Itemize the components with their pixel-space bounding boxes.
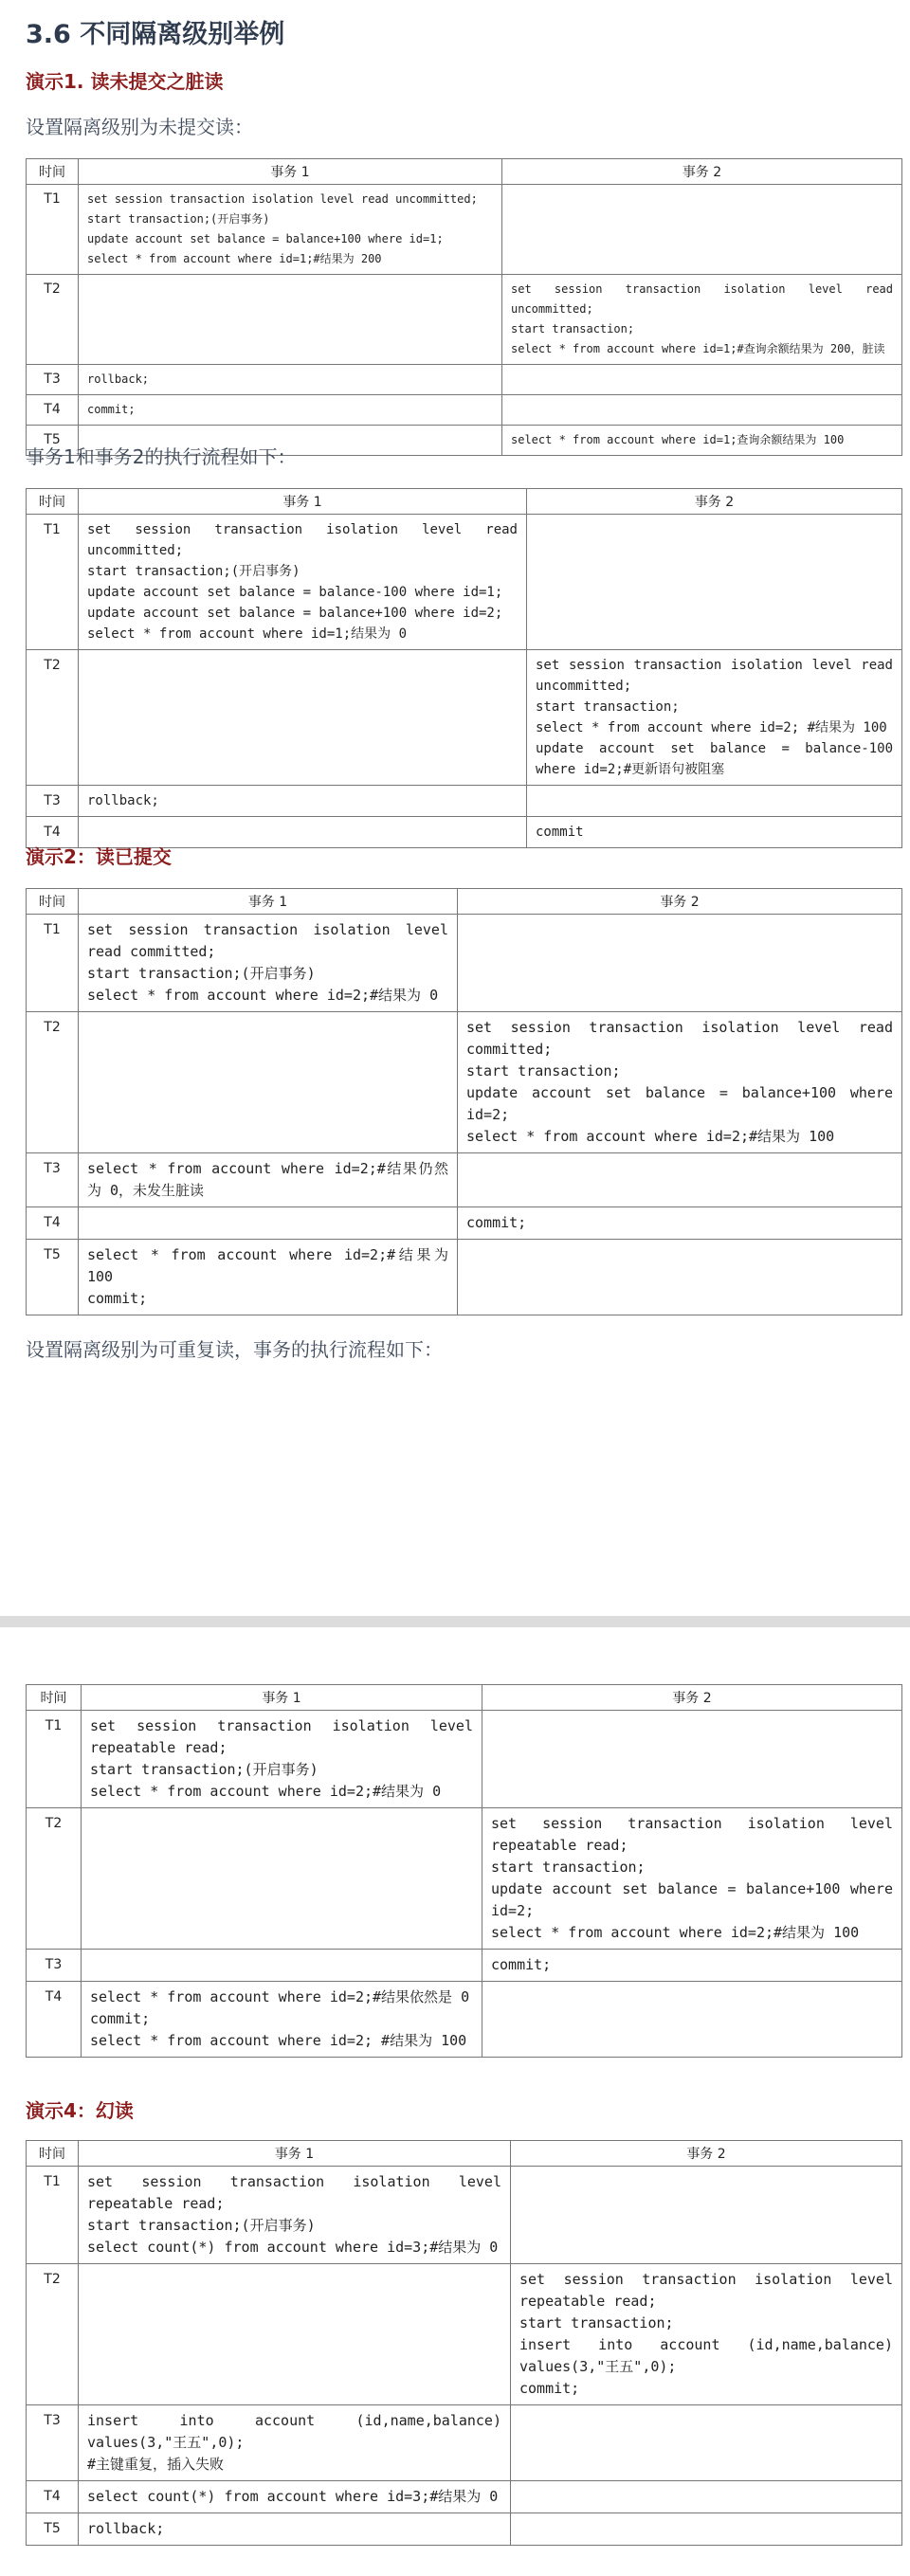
time-cell: T1 xyxy=(27,515,79,650)
tx1-cell xyxy=(79,2167,511,2264)
tx2-cell xyxy=(511,2264,902,2405)
sql-line: set session transaction isolation level repeatable read; xyxy=(87,2173,501,2212)
demo1-table2 xyxy=(26,488,902,848)
demo2-heading: 演示2：读已提交 xyxy=(26,845,172,868)
header-tx2: 事务 2 xyxy=(482,1685,902,1711)
tx1-cell xyxy=(82,1982,482,2058)
sql-line: commit; xyxy=(90,2010,151,2027)
sql-line: insert into account (id,name,balance) values(3,"王五",0); xyxy=(87,2412,501,2451)
sql-line: select * from account where id=2;#结果为 100 xyxy=(466,1128,835,1145)
sql-line: select * from account where id=2;#结果为 100 xyxy=(87,1246,448,1285)
header-tx2: 事务 2 xyxy=(502,159,902,185)
tx2-cell xyxy=(511,2167,902,2264)
tx1-cell xyxy=(79,650,527,786)
sql-line: rollback; xyxy=(87,2520,165,2537)
header-tx1: 事务 1 xyxy=(79,2141,511,2167)
sql-line: select count(*) from account where id=3;#结果为 0 xyxy=(87,2488,499,2505)
sql-line: commit; xyxy=(491,1956,552,1973)
tx1-cell xyxy=(82,1808,482,1950)
tx2-cell xyxy=(502,365,902,395)
header-time: 时间 xyxy=(27,2141,79,2167)
tx2-cell xyxy=(527,515,902,650)
time-cell: T1 xyxy=(27,185,79,275)
sql-line: start transaction;(开启事务) xyxy=(87,212,270,226)
sql-line: commit; xyxy=(87,1290,148,1307)
table-header-row xyxy=(27,159,902,185)
demo1-flow-intro: 事务1和事务2的执行流程如下： xyxy=(26,445,297,468)
tx2-cell xyxy=(458,1240,902,1315)
table-header-row xyxy=(27,889,902,915)
sql-line: start transaction;(开启事务) xyxy=(87,2217,316,2234)
sql-line: select * from account where id=1;结果为 0 xyxy=(87,626,408,642)
tx2-cell xyxy=(482,1808,902,1950)
tx2-cell xyxy=(458,915,902,1012)
sql-line: set session transaction isolation level read uncommitted; xyxy=(87,192,478,206)
time-cell: T5 xyxy=(27,426,79,456)
time-cell: T2 xyxy=(27,1012,79,1153)
time-cell: T2 xyxy=(27,275,79,365)
table-row xyxy=(27,515,902,650)
time-cell: T1 xyxy=(27,2167,79,2264)
time-cell: T5 xyxy=(27,2513,79,2546)
demo1-table1 xyxy=(26,158,902,456)
sql-line: select * from account where id=2;#结果为 0 xyxy=(90,1783,442,1800)
tx2-cell xyxy=(527,817,902,848)
sql-line: commit; xyxy=(519,2380,580,2397)
tx2-cell xyxy=(482,1950,902,1982)
table-row xyxy=(27,2481,902,2513)
tx2-cell xyxy=(511,2513,902,2546)
table-row xyxy=(27,365,902,395)
tx2-cell xyxy=(482,1982,902,2058)
tx1-cell xyxy=(79,915,458,1012)
table-row xyxy=(27,1240,902,1315)
tx1-cell xyxy=(79,1012,458,1153)
demo2-outro: 设置隔离级别为可重复读，事务的执行流程如下： xyxy=(26,1338,443,1361)
tx1-cell xyxy=(79,1207,458,1240)
sql-line: insert into account (id,name,balance) values(3,"王五",0); xyxy=(519,2336,893,2375)
document-page-2 xyxy=(0,1627,910,2576)
table-row xyxy=(27,275,902,365)
sql-line: set session transaction isolation level read uncommitted; xyxy=(511,282,893,316)
time-cell: T5 xyxy=(27,1240,79,1315)
table-row xyxy=(27,1808,902,1950)
tx1-cell xyxy=(82,1711,482,1808)
tx1-cell xyxy=(79,395,502,426)
sql-line: rollback; xyxy=(87,793,159,808)
sql-line: commit; xyxy=(87,403,136,416)
sql-line: start transaction; xyxy=(536,699,680,715)
time-cell: T2 xyxy=(27,2264,79,2405)
section-title: 3.6 不同隔离级别举例 xyxy=(26,20,285,49)
tx2-cell xyxy=(502,185,902,275)
header-tx2: 事务 2 xyxy=(458,889,902,915)
sql-line: rollback; xyxy=(87,372,150,386)
tx1-cell xyxy=(79,786,527,817)
time-cell: T2 xyxy=(27,1808,82,1950)
time-cell: T2 xyxy=(27,650,79,786)
sql-line: update account set balance = balance-100 where id=1; xyxy=(87,585,503,600)
header-time: 时间 xyxy=(27,1685,82,1711)
demo4-heading: 演示4：幻读 xyxy=(26,2099,134,2122)
demo1-heading: 演示1. 读未提交之脏读 xyxy=(26,70,224,93)
tx2-cell xyxy=(527,786,902,817)
header-tx2: 事务 2 xyxy=(511,2141,902,2167)
tx2-cell xyxy=(527,650,902,786)
tx2-cell xyxy=(458,1153,902,1207)
sql-line: start transaction; xyxy=(511,322,635,336)
table-row xyxy=(27,185,902,275)
demo3-table xyxy=(26,1684,902,2058)
table-row xyxy=(27,1153,902,1207)
tx1-cell xyxy=(79,2513,511,2546)
page-break xyxy=(0,1616,910,1627)
sql-line: select * from account where id=2;#结果为 100 xyxy=(491,1924,860,1941)
sql-line: start transaction;(开启事务) xyxy=(90,1761,318,1778)
table-row xyxy=(27,1982,902,2058)
tx1-cell xyxy=(79,515,527,650)
tx1-cell xyxy=(79,2481,511,2513)
time-cell: T3 xyxy=(27,1950,82,1982)
sql-line: start transaction; xyxy=(519,2314,674,2331)
sql-line: set session transaction isolation level repeatable read; xyxy=(90,1717,473,1756)
header-time: 时间 xyxy=(27,889,79,915)
sql-line: start transaction;(开启事务) xyxy=(87,965,316,982)
time-cell: T1 xyxy=(27,1711,82,1808)
table-row xyxy=(27,2167,902,2264)
tx2-cell xyxy=(511,2405,902,2481)
tx1-cell xyxy=(79,1153,458,1207)
table-row xyxy=(27,1711,902,1808)
time-cell: T4 xyxy=(27,2481,79,2513)
table-row xyxy=(27,1950,902,1982)
table-row xyxy=(27,650,902,786)
tx2-cell xyxy=(482,1711,902,1808)
demo2-table xyxy=(26,888,902,1315)
sql-line: update account set balance = balance+100 where id=2; xyxy=(87,606,503,621)
sql-line: set session transaction isolation level repeatable read; xyxy=(519,2271,893,2310)
tx2-cell xyxy=(502,426,902,456)
sql-line: update account set balance = balance+100 where id=1; xyxy=(87,232,444,245)
table-row xyxy=(27,915,902,1012)
table-header-row xyxy=(27,489,902,515)
sql-line: update account set balance = balance+100 where id=2; xyxy=(491,1880,893,1919)
sql-line: select * from account where id=1;#结果为 200 xyxy=(87,252,382,265)
time-cell: T1 xyxy=(27,915,79,1012)
sql-line: commit xyxy=(536,825,584,840)
sql-line: select * from account where id=2;#结果仍然为 0，未发生脏读 xyxy=(87,1160,448,1199)
header-time: 时间 xyxy=(27,159,79,185)
demo4-table xyxy=(26,2140,902,2546)
time-cell: T3 xyxy=(27,365,79,395)
header-time: 时间 xyxy=(27,489,79,515)
header-tx1: 事务 1 xyxy=(79,489,527,515)
sql-line: select * from account where id=2;#结果为 0 xyxy=(87,987,439,1004)
table-header-row xyxy=(27,2141,902,2167)
sql-line: select * from account where id=2; #结果为 100 xyxy=(536,720,887,735)
table-row xyxy=(27,395,902,426)
demo1-intro: 设置隔离级别为未提交读： xyxy=(26,116,253,138)
sql-line: select * from account where id=2; #结果为 100 xyxy=(90,2032,467,2049)
table-header-row xyxy=(27,1685,902,1711)
sql-line: start transaction; xyxy=(466,1062,621,1079)
tx1-cell xyxy=(79,2264,511,2405)
sql-line: set session transaction isolation level repeatable read; xyxy=(491,1815,893,1854)
time-cell: T4 xyxy=(27,1982,82,2058)
header-tx1: 事务 1 xyxy=(79,889,458,915)
tx1-cell xyxy=(79,365,502,395)
table-row xyxy=(27,1207,902,1240)
table-row xyxy=(27,2513,902,2546)
tx1-cell xyxy=(79,185,502,275)
sql-line: set session transaction isolation level read committed; xyxy=(87,921,448,960)
tx2-cell xyxy=(458,1012,902,1153)
tx1-cell xyxy=(79,2405,511,2481)
time-cell: T4 xyxy=(27,1207,79,1240)
sql-line: select count(*) from account where id=3;#结果为 0 xyxy=(87,2239,499,2256)
sql-line: set session transaction isolation level read committed; xyxy=(466,1019,893,1058)
header-tx1: 事务 1 xyxy=(82,1685,482,1711)
tx2-cell xyxy=(511,2481,902,2513)
sql-line: update account set balance = balance-100 where id=2;#更新语句被阻塞 xyxy=(536,741,893,777)
sql-line: set session transaction isolation level read uncommitted; xyxy=(536,658,893,694)
sql-line: commit; xyxy=(466,1214,527,1231)
tx1-cell xyxy=(79,1240,458,1315)
tx2-cell xyxy=(502,395,902,426)
time-cell: T3 xyxy=(27,1153,79,1207)
sql-line: #主键重复，插入失败 xyxy=(87,2456,225,2473)
tx1-cell xyxy=(82,1950,482,1982)
tx2-cell xyxy=(458,1207,902,1240)
sql-line: select * from account where id=2;#结果依然是 0 xyxy=(90,1988,470,2005)
sql-line: start transaction; xyxy=(491,1859,646,1876)
sql-line: select * from account where id=1;查询余额结果为 100 xyxy=(511,433,845,446)
sql-line: set session transaction isolation level read uncommitted; xyxy=(87,522,518,558)
tx2-cell xyxy=(502,275,902,365)
table-row xyxy=(27,2264,902,2405)
table-row xyxy=(27,1012,902,1153)
header-tx2: 事务 2 xyxy=(527,489,902,515)
sql-line: select * from account where id=1;#查询余额结果为 200，脏读 xyxy=(511,342,885,355)
sql-line: start transaction;(开启事务) xyxy=(87,564,300,579)
tx1-cell xyxy=(79,275,502,365)
table-row xyxy=(27,786,902,817)
table-row xyxy=(27,2405,902,2481)
header-tx1: 事务 1 xyxy=(79,159,502,185)
time-cell: T4 xyxy=(27,817,79,848)
time-cell: T4 xyxy=(27,395,79,426)
time-cell: T3 xyxy=(27,786,79,817)
time-cell: T3 xyxy=(27,2405,79,2481)
sql-line: update account set balance = balance+100 where id=2; xyxy=(466,1084,893,1123)
